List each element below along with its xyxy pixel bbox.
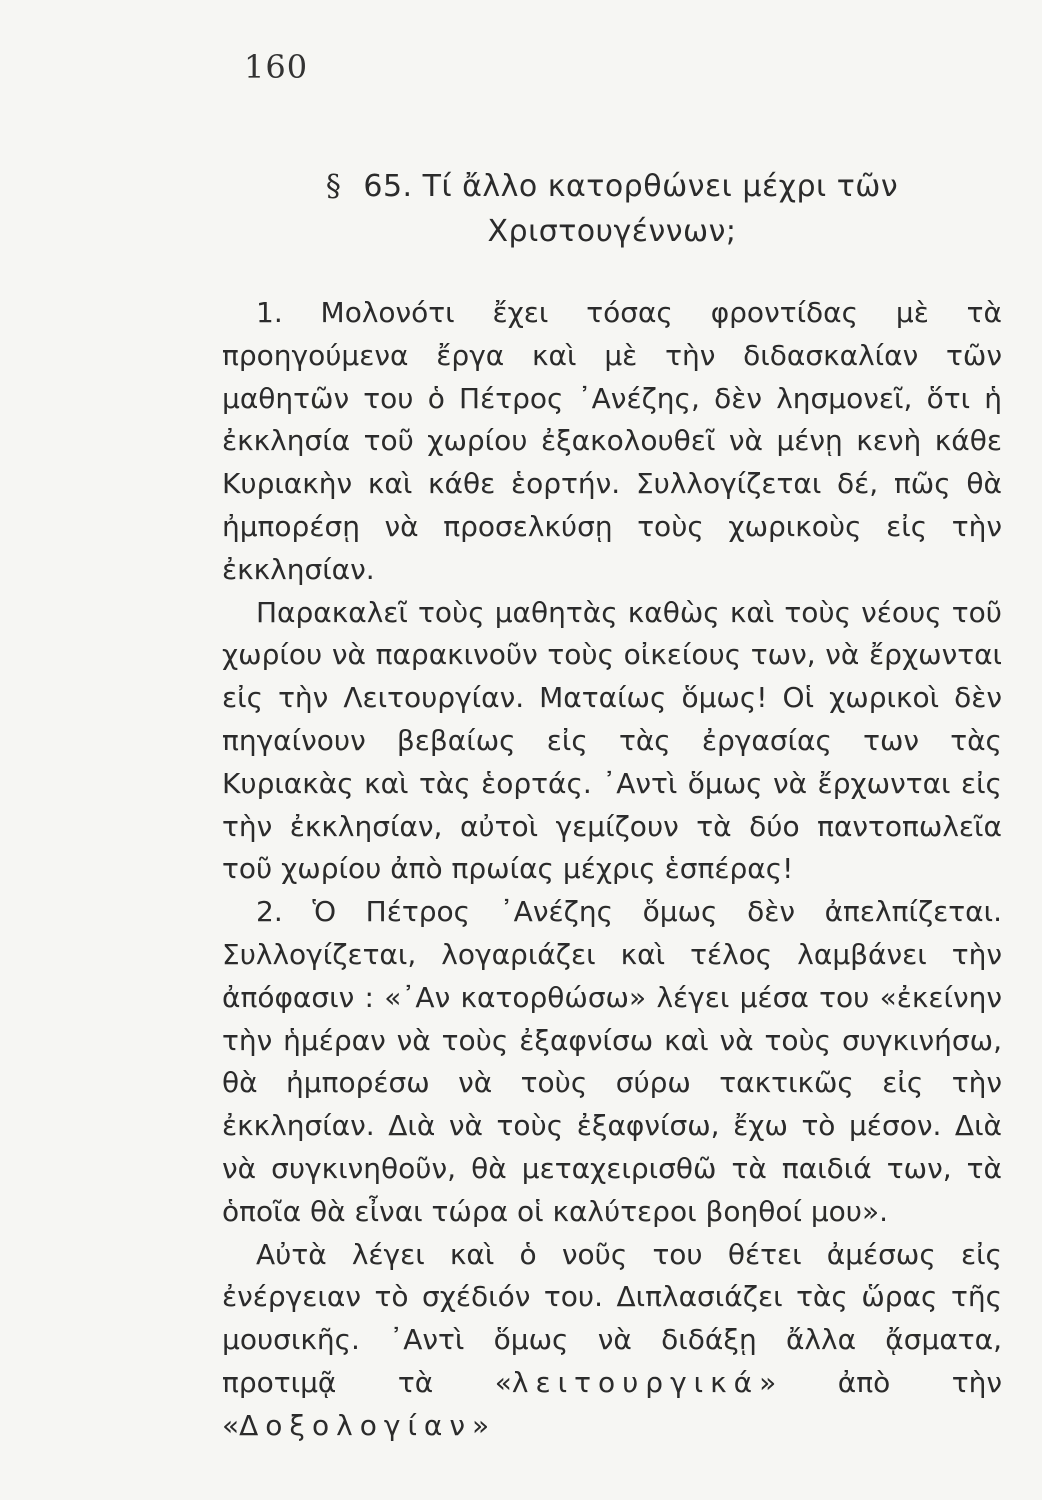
section-heading [242,164,982,254]
section-symbol: § [325,169,342,204]
paragraph-4-text-b: » ἀπὸ τὴν « [222,1365,1002,1442]
paragraph-4-spaced-a: λειτουργικά [511,1365,760,1399]
paragraph-4 [222,1234,1002,1448]
page-number: 160 [244,48,309,86]
paragraph-4-spaced-b: Δοξολογίαν [239,1408,473,1442]
paragraph-4-text-a: Αὐτὰ λέγει καὶ ὁ νοῦς του θέτει ἀμέσως εἰς ἐνέργειαν τὸ σχέδιόν του. Διπλασιάζει τὰς ὥρας τῆς μουσικῆς. ᾿Αντὶ ὅμως νὰ διδάξῃ ἄλλα ᾄσματα, προτιμᾷ τὰ « [222,1237,1002,1399]
paragraph-3: 2. Ὁ Πέτρος ᾿Ανέζης ὅμως δὲν ἀπελπίζεται. Συλλογίζεται, λογαριάζει καὶ τέλος λαμβάνει τὴν ἀπόφασιν : «᾿Αν κατορθώσω» λέγει μέσα του «ἐκείνην τὴν ἡμέραν νὰ τοὺς ἐξαφνίσω καὶ νὰ τοὺς συγκινήσω, θὰ ἠμπορέσω νὰ τοὺς σύρω τακτικῶς εἰς τὴν ἐκκλησίαν. Διὰ νὰ τοὺς ἐξαφνίσω, ἔχω τὸ μέσον. Διὰ νὰ συγκινηθοῦν, θὰ μεταχειρισθῶ τὰ παιδιά των, τὰ ὁποῖα θὰ εἶναι τώρα οἱ καλύτεροι βοηθοί μου». [222,895,1002,1228]
body-text [222,292,1002,1448]
paragraph-4-text-c: » [472,1408,490,1442]
paragraph-1: 1. Μολονότι ἔχει τόσας φροντίδας μὲ τὰ προηγούμενα ἔργα καὶ μὲ τὴν διδασκαλίαν τῶν μαθητῶν του ὁ Πέτρος ᾿Ανέζης, δὲν λησμονεῖ, ὅτι ἡ ἐκκλησία τοῦ χωρίου ἐξακολουθεῖ νὰ μένῃ κενὴ κάθε Κυριακὴν καὶ κάθε ἑορτήν. Συλλογίζεται δέ, πῶς θὰ ἠμπορέσῃ νὰ προσελκύσῃ τοὺς χωρικοὺς εἰς τὴν ἐκκλησίαν. [222,296,1002,586]
section-title-text: 65. Τί ἄλλο κατορθώνει μέχρι τῶν Χριστουγέννων; [363,169,899,249]
paragraph-2: Παρακαλεῖ τοὺς μαθητὰς καθὼς καὶ τοὺς νέους τοῦ χωρίου νὰ παρακινοῦν τοὺς οἰκείους των, νὰ ἔρχωνται εἰς τὴν Λειτουργίαν. Ματαίως ὅμως! Οἱ χωρικοὶ δὲν πηγαίνουν βεβαίως εἰς τὰς ἐργασίας των τὰς Κυριακὰς καὶ τὰς ἑορτάς. ᾿Αντὶ ὅμως νὰ ἔρχωνται εἰς τὴν ἐκκλησίαν, αὐτοὶ γεμίζουν τὰ δύο παντοπωλεῖα τοῦ χωρίου ἀπὸ πρωίας μέχρις ἑσπέρας! [222,595,1002,886]
